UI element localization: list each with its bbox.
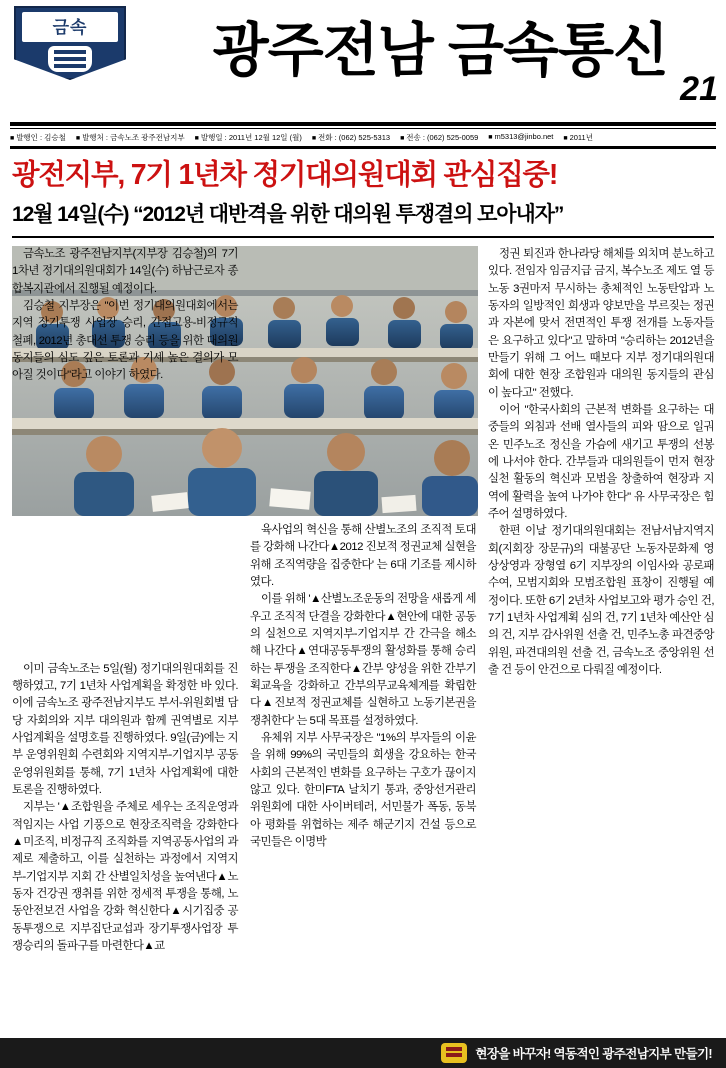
article-columns [12,246,714,1044]
imprint-phone: ■ 전화 : (062) 525-5313 [312,132,390,143]
paragraph: 이어 "한국사회의 근본적 변화를 요구하는 대중들의 외침과 선배 열사들의 피와 땀으로 일궈온 민주노조 정신을 가슴에 새기고 투쟁의 선봉에 나서야 한다. 간부들과 대의원들이 먼저 현장 실천 활동의 혁신과 모범을 창출하여 현장과 지역에 활력을 높여 나가야 한다" 유 사무국장은 힘주어 설명하였다. [488,404,714,520]
paragraph: 한편 이날 정기대의원대회는 전남서남지역지회(지회장 장문규)의 대불공단 노동자문화제 영상상영과 장형열 6기 지부장의 이임사와 공로패 수여, 모범지회와 모범조합원 표창이 진행될 예정이다. 또한 6기 2년차 사업보고와 평가 승인 건, 7기 1년차 사업계획 심의 건, 7기 1년차 예산안 심의 건, 지부 감사위원 선출 건, 민주노총 파견중앙위원, 파견대의원 선출 건, 금속노조 중앙위원 선출 건 등이 안건으로 다뤄질 예정이다. [488,525,714,676]
imprint-email: ■ m5313@jinbo.net [488,132,553,143]
fist-and-hammer-emblem-icon [48,46,92,72]
imprint-publisher: ■ 발행인 : 김승철 [10,132,66,143]
paragraph: 정권 퇴진과 한나라당 해체를 외치며 분노하고 있다. 전임자 임금지급 금지, 복수노조 제도 열 등 노동 3권마저 무시하는 총체적인 노동탄압과 노동자의 일방적인 희생과 양보만을 부르짖는 정권과 자본에 맞서 전면적인 투쟁 전개를 노동자들은 요구하고 있다"고 말하며 "승리하는 2012년을 만들기 위해 그 어느 때보다 지부 정기대의원대회에 대한 현장 조합원과 대의원 동지들의 관심이 높다고" 전했다. [488,248,714,399]
paragraph: 이미 금속노조는 5일(월) 정기대의원대회를 진행하였고, 7기 1년차 사업계획을 확정한 바 있다. 이에 금속노조 광주전남지부도 부서-위원회별 담당 자회의와 지부 대의원과 함께 권역별로 지부 사업계획을 설명호를 진행하였다. 9일(금)에는 지부 운영위원회 수련회와 지역지부-기업지부 공동운영위원회를 통해, 7기 1년차 사업계획에 대한 토론을 진행하였다. [12,662,238,796]
paragraph: 금속노조 광주전남지부(지부장 김승철)의 7기 1차년 정기대의원대회가 14일(수) 하남근로자 종합복지관에서 진행될 예정이다. [12,248,238,295]
page-title: 광주전남 금속통신 [212,18,668,83]
paragraph: 이를 위해 '▲산별노조운동의 전망을 새롭게 세우고 조직적 단결을 강화한다▲현안에 대한 공동의 실천으로 지역지부-기업지부 간 간극을 해소해 나간다▲연대공동투쟁의 활성화를 통해 승리하는 투쟁을 조직한다▲간부 양성을 위한 간부기획교육을 강화하고 간부의무교육체계를 확립한다▲진보적 정권교체를 실현하고 노동기본권을 쟁취한다' 는 5대 목표를 설정하였다. [250,593,476,727]
paragraph: 유체위 지부 사무국장은 "1%의 부자들의 이윤을 위해 99%의 국민들의 희생을 강요하는 한국사회의 근본적인 변화를 요구하는 구호가 끊이지 않고 있다. 한미FTA 날치기 통과, 중앙선거관리위원회에 대한 사이버테러, 서민물가 폭동, 동북아 평화를 위협하는 제주 해군기지 건설 등으로 국민들은 이명박 [250,731,476,848]
article-column-1 [12,246,238,1044]
article-column-2 [250,246,476,1044]
article-body [0,238,726,1044]
paragraph: 김승철 지부장은 "이번 정기대의원대회에서는 지역 장기투쟁 사업장 승리, 간접고용-비정규직 철폐, 2012년 총대선 투쟁 승리 등을 위한 대의원 동지들의 심도 깊은 토론과 기세 높은 결의가 모아질 것이다"라고 이야기 하였다. [12,300,238,382]
union-logo [14,6,126,80]
paragraph: 육사업의 혁신을 통해 산별노조의 조직적 토대를 강화해 나간다▲2012 진보적 정권교체 실현을 위해 조직역량을 집중한다' 는 6대 기조를 제시하였다. [250,524,476,589]
footer-slogan: 현장을 바꾸자! 역동적인 광주전남지부 만들기! [475,1047,712,1061]
imprint-bar [10,132,716,146]
masthead-rule-thin [10,128,716,129]
imprint-date: ■ 발행일 : 2011년 12월 12일 (월) [195,132,302,143]
footer-slogan-bar [0,1038,726,1068]
imprint-fax: ■ 전송 : (062) 525-0059 [400,132,478,143]
headline-main: 광전지부, 7기 1년차 정기대의원대회 관심집중! [12,159,558,191]
headline-block [0,149,726,228]
issue-number: 21 [680,70,718,108]
paragraph: 지부는 '▲조합원을 주체로 세우는 조직운영과 적임지는 사업 기풍으로 현장조직력을 강화한다▲미조직, 비정규직 조직화를 지역공동사업의 과제로 제출하고, 이를 실천하는 과정에서 지역지부-기업지부 지회 간 산별일치성을 높여낸다▲노동자 건강권 쟁취를 위한 정세적 투쟁을 통해, 노동안전보건 사업을 강화 혁신한다▲시기집중 공동투쟁으로 지부집단교섭과 장기투쟁사업장 투쟁승리의 돌파구를 마련한다▲교 [12,801,238,952]
union-emblem-icon [441,1043,467,1063]
imprint-office: ■ 발행처 : 금속노조 광주전남지부 [76,132,185,143]
masthead-rule-thick [10,122,716,126]
article-column-3 [488,246,714,1044]
imprint-year: ■ 2011년 [563,132,593,143]
logo-label: 금속 [52,18,88,37]
masthead [0,0,726,118]
headline-sub: 12월 14일(수) “2012년 대반격을 위한 대의원 투쟁결의 모아내자” [12,203,564,227]
